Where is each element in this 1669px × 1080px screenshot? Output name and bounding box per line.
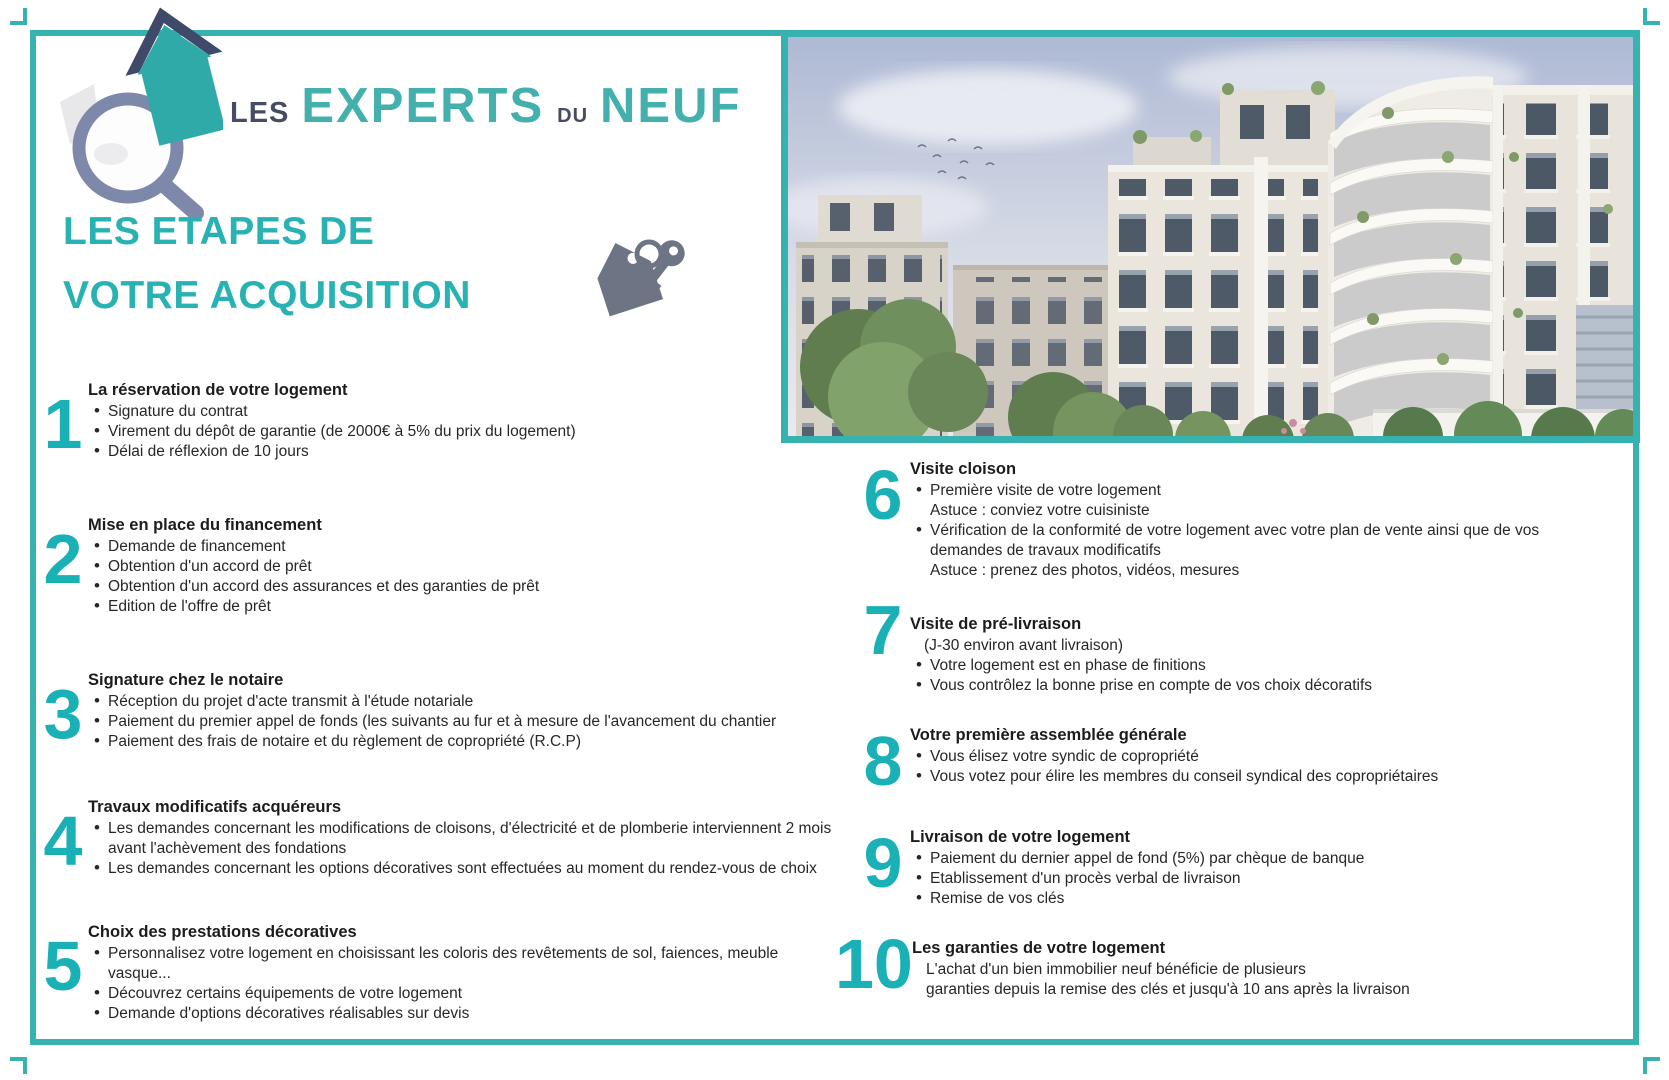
page-title-line1: LES ETAPES DE	[63, 210, 375, 253]
step-6-item: • Première visite de votre logement	[910, 481, 1570, 501]
step-3-item: • Paiement du premier appel de fonds (les suivants au fur et à mesure de l'avancement du chantier	[88, 712, 843, 732]
step-9-title: Livraison de votre logement	[910, 828, 1131, 846]
step-7-number: 7	[863, 591, 903, 669]
step-2-item: • Obtention d'un accord de prêt	[88, 557, 843, 577]
step-10-title: Les garanties de votre logement	[912, 939, 1166, 957]
step-5-item: • Découvrez certains équipements de votre logement	[88, 984, 843, 1004]
step-10-number: 10	[835, 925, 913, 1003]
step-2	[40, 515, 843, 617]
brand-word-experts: EXPERTS	[301, 79, 545, 133]
step-7	[858, 591, 1570, 696]
corner-mark-top-right	[1643, 8, 1660, 25]
step-4-title: Travaux modificatifs acquéreurs	[88, 798, 342, 816]
brand-word-du: DU	[557, 105, 589, 127]
step-6-item: • Vérification de la conformité de votre logement avec votre plan de vente ainsi que de vos demandes de travaux modificatifs	[910, 521, 1570, 561]
page-title-line2: VOTRE ACQUISITION	[63, 274, 471, 317]
brand-wordmark	[230, 78, 741, 134]
step-9	[858, 824, 1570, 909]
step-9-item: • Paiement du dernier appel de fond (5%) par chèque de banque	[910, 849, 1570, 869]
step-5-number: 5	[43, 927, 83, 1005]
step-2-item: • Edition de l'offre de prêt	[88, 597, 843, 617]
step-1-item: • Délai de réflexion de 10 jours	[88, 442, 843, 462]
step-4	[40, 797, 843, 879]
step-8-number: 8	[863, 722, 903, 800]
step-2-item: • Obtention d'un accord des assurances et des garanties de prêt	[88, 577, 843, 597]
step-5-item: • Demande d'options décoratives réalisables sur devis	[88, 1004, 843, 1024]
step-5-item: • Personnalisez votre logement en choisissant les coloris des revêtements de sol, faiences, meuble vasque...	[88, 944, 843, 984]
step-7-item: • Votre logement est en phase de finitions	[910, 656, 1570, 676]
building-photo	[781, 30, 1640, 443]
brand-word-les: LES	[230, 97, 290, 129]
step-1-number: 1	[43, 385, 83, 463]
step-6	[858, 456, 1570, 581]
step-6-tip: Astuce : conviez votre cuisiniste	[930, 502, 1150, 519]
step-8-item: • Vous votez pour élire les membres du conseil syndical des copropriétaires	[910, 767, 1570, 787]
step-3-title: Signature chez le notaire	[88, 671, 284, 689]
step-1-item: • Virement du dépôt de garantie (de 2000€ à 5% du prix du logement)	[88, 422, 843, 442]
step-8-item: • Vous élisez votre syndic de copropriété	[910, 747, 1570, 767]
step-10-text: L'achat d'un bien immobilier neuf bénéficie de plusieurs	[926, 961, 1306, 978]
step-10-text: garanties depuis la remise des clés et jusqu'à 10 ans après la livraison	[926, 981, 1410, 998]
step-9-item: • Etablissement d'un procès verbal de livraison	[910, 869, 1570, 889]
step-6-tip: Astuce : prenez des photos, vidéos, mesures	[930, 562, 1240, 579]
step-1	[40, 380, 843, 462]
step-3-number: 3	[43, 675, 83, 753]
step-1-title: La réservation de votre logement	[88, 381, 348, 399]
step-7-title: Visite de pré-livraison	[910, 615, 1082, 633]
step-7-item: • Vous contrôlez la bonne prise en compte de vos choix décoratifs	[910, 676, 1570, 696]
step-5-title: Choix des prestations décoratives	[88, 923, 357, 941]
corner-mark-top-left	[10, 8, 27, 25]
corner-mark-bottom-left	[10, 1057, 27, 1074]
step-8-title: Votre première assemblée générale	[910, 726, 1187, 744]
step-8	[858, 722, 1570, 800]
brand-word-neuf: NEUF	[600, 79, 742, 133]
step-6-title: Visite cloison	[910, 460, 1017, 478]
step-9-number: 9	[863, 824, 903, 902]
house-in-magnifier-icon	[48, 2, 223, 222]
step-4-item: • Les demandes concernant les modifications de cloisons, d'électricité et de plomberie interviennent 2 mois avant l'achèvement des fondations	[88, 819, 843, 859]
house-keys-icon	[586, 228, 688, 320]
building-illustration	[788, 37, 1633, 436]
step-2-number: 2	[43, 520, 83, 598]
step-1-item: • Signature du contrat	[88, 402, 843, 422]
page-title	[63, 200, 471, 328]
step-3-item: • Paiement des frais de notaire et du règlement de copropriété (R.C.P)	[88, 732, 843, 752]
step-5	[40, 922, 843, 1024]
step-4-number: 4	[43, 802, 83, 880]
step-10	[835, 925, 1572, 1003]
step-9-item: • Remise de vos clés	[910, 889, 1570, 909]
step-3-item: • Réception du projet d'acte transmit à l'étude notariale	[88, 692, 843, 712]
step-2-item: • Demande de financement	[88, 537, 843, 557]
step-3	[40, 670, 843, 752]
step-2-title: Mise en place du financement	[88, 516, 322, 534]
step-4-item: • Les demandes concernant les options décoratives sont effectuées au moment du rendez-vous de choix	[88, 859, 843, 879]
step-7-note: (J-30 environ avant livraison)	[924, 637, 1124, 654]
corner-mark-bottom-right	[1643, 1057, 1660, 1074]
step-6-number: 6	[863, 456, 903, 534]
